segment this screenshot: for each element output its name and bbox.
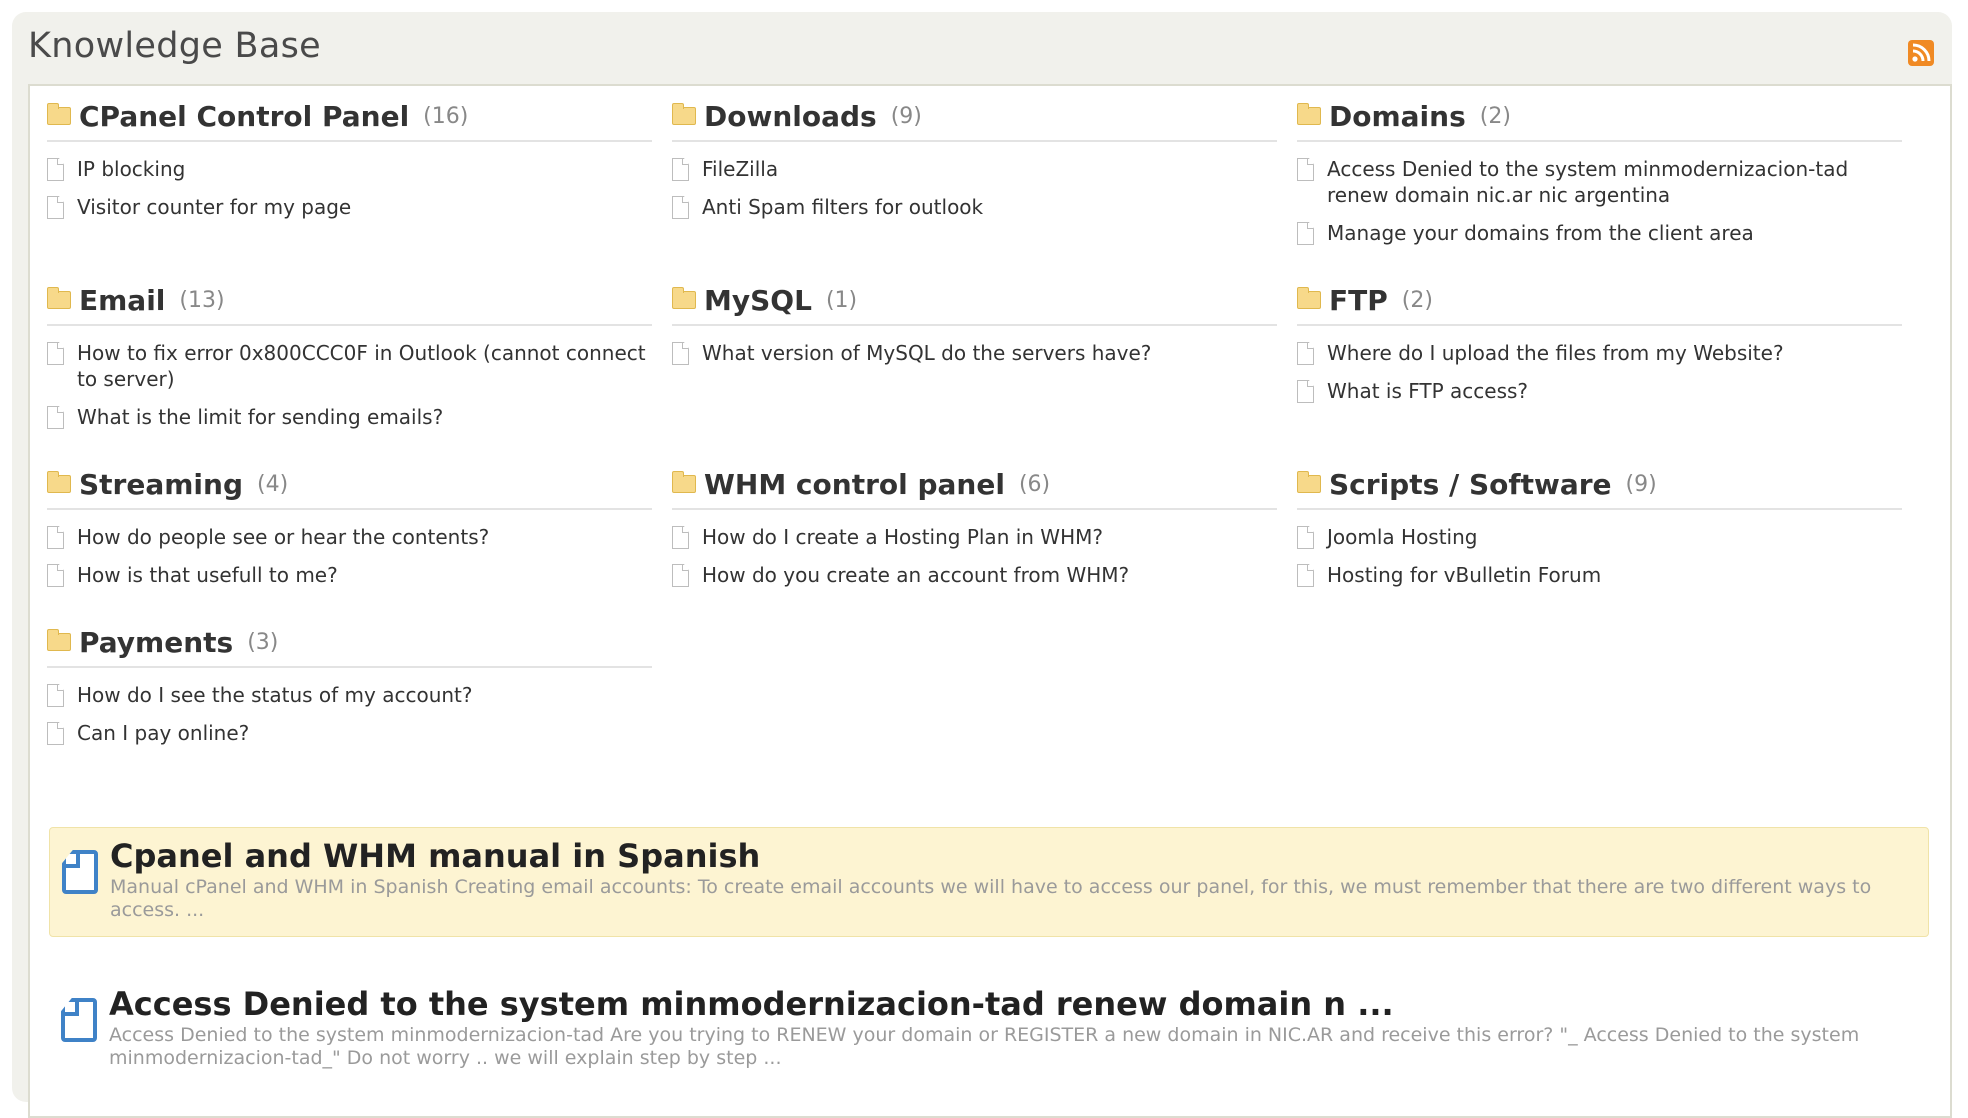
category-section bbox=[47, 280, 652, 442]
category-section bbox=[672, 280, 1277, 442]
article-link[interactable]: How do people see or hear the contents? bbox=[77, 525, 490, 549]
document-icon bbox=[47, 406, 64, 429]
category-section bbox=[1297, 280, 1902, 442]
category-link[interactable]: Domains bbox=[1329, 99, 1466, 133]
article-item[interactable] bbox=[47, 720, 652, 746]
category-link[interactable]: FTP bbox=[1329, 283, 1388, 317]
article-item[interactable] bbox=[1297, 220, 1902, 246]
document-icon bbox=[1297, 342, 1314, 365]
document-icon bbox=[47, 158, 64, 181]
category-count: (13) bbox=[179, 287, 225, 313]
article-item[interactable] bbox=[672, 156, 1277, 182]
category-count: (2) bbox=[1479, 103, 1511, 129]
document-icon bbox=[47, 564, 64, 587]
category-header bbox=[47, 464, 652, 510]
category-grid bbox=[47, 96, 1927, 780]
article-link[interactable]: How do I create a Hosting Plan in WHM? bbox=[702, 525, 1103, 549]
featured-article-snippet: Manual cPanel and WHM in Spanish Creating email accounts: To create email accounts we will have to access our panel, for this, we must remember that there are two different ways to access. ... bbox=[110, 876, 1872, 921]
category-count: (2) bbox=[1401, 287, 1433, 313]
folder-icon bbox=[1297, 475, 1321, 493]
document-icon bbox=[672, 158, 689, 181]
rss-icon[interactable] bbox=[1908, 40, 1934, 66]
category-link[interactable]: Email bbox=[79, 283, 166, 317]
knowledge-base-content bbox=[28, 84, 1952, 1118]
category-header bbox=[47, 622, 652, 668]
article-link[interactable]: Manage your domains from the client area bbox=[1327, 221, 1754, 245]
folder-icon bbox=[47, 291, 71, 309]
article-link[interactable]: Visitor counter for my page bbox=[77, 195, 352, 219]
article-item[interactable] bbox=[672, 340, 1277, 366]
folder-icon bbox=[47, 475, 71, 493]
article-item[interactable] bbox=[672, 194, 1277, 220]
article-link[interactable]: Where do I upload the files from my Website? bbox=[1327, 341, 1784, 365]
article-link[interactable]: What is FTP access? bbox=[1327, 379, 1529, 403]
folder-icon bbox=[672, 107, 696, 125]
category-count: (3) bbox=[247, 629, 279, 655]
category-section bbox=[47, 464, 652, 600]
category-count: (16) bbox=[423, 103, 469, 129]
folder-icon bbox=[672, 475, 696, 493]
category-link[interactable]: Streaming bbox=[79, 467, 243, 501]
category-count: (9) bbox=[1625, 471, 1657, 497]
article-item[interactable] bbox=[1297, 378, 1902, 404]
category-section bbox=[1297, 96, 1902, 258]
category-section bbox=[1297, 464, 1902, 600]
article-item[interactable] bbox=[47, 156, 652, 182]
article-item[interactable] bbox=[47, 194, 652, 220]
category-header bbox=[672, 280, 1277, 326]
folder-icon bbox=[672, 291, 696, 309]
category-section bbox=[672, 464, 1277, 600]
category-section bbox=[47, 96, 652, 258]
article-link[interactable]: How to fix error 0x800CCC0F in Outlook (cannot connect to server) bbox=[77, 341, 646, 391]
featured-article-snippet: Access Denied to the system minmodernizacion-tad Are you trying to RENEW your domain or REGISTER a new domain in NIC.AR and receive this error? "_ Access Denied to the system minmodernizacion-tad_" Do not worry .. we will explain step by step ... bbox=[109, 1024, 1860, 1069]
document-icon bbox=[1297, 380, 1314, 403]
document-icon bbox=[1297, 564, 1314, 587]
document-icon bbox=[672, 526, 689, 549]
category-link[interactable]: WHM control panel bbox=[704, 467, 1005, 501]
category-header bbox=[47, 96, 652, 142]
article-item[interactable] bbox=[47, 562, 652, 588]
folder-icon bbox=[47, 633, 71, 651]
category-header bbox=[1297, 464, 1902, 510]
document-icon bbox=[1297, 158, 1314, 181]
article-link[interactable]: What is the limit for sending emails? bbox=[77, 405, 444, 429]
folder-icon bbox=[1297, 291, 1321, 309]
document-icon bbox=[1297, 222, 1314, 245]
article-link[interactable]: Anti Spam filters for outlook bbox=[702, 195, 984, 219]
document-icon bbox=[47, 684, 64, 707]
featured-article-title[interactable]: Cpanel and WHM manual in Spanish bbox=[110, 837, 761, 875]
article-link[interactable]: Hosting for vBulletin Forum bbox=[1327, 563, 1602, 587]
category-section bbox=[672, 96, 1277, 258]
featured-article-title[interactable]: Access Denied to the system minmodernizacion-tad renew domain n ... bbox=[109, 985, 1394, 1023]
article-link[interactable]: What version of MySQL do the servers have? bbox=[702, 341, 1152, 365]
document-icon bbox=[61, 998, 97, 1042]
document-icon bbox=[672, 564, 689, 587]
article-item[interactable] bbox=[672, 562, 1277, 588]
folder-icon bbox=[1297, 107, 1321, 125]
featured-article-1[interactable] bbox=[49, 827, 1929, 937]
document-icon bbox=[47, 342, 64, 365]
featured-article-2[interactable] bbox=[49, 984, 1929, 1070]
document-icon bbox=[47, 526, 64, 549]
article-link[interactable]: Can I pay online? bbox=[77, 721, 250, 745]
category-header bbox=[672, 464, 1277, 510]
page-title: Knowledge Base bbox=[28, 26, 321, 66]
category-count: (6) bbox=[1018, 471, 1051, 497]
category-link[interactable]: Downloads bbox=[704, 99, 877, 133]
document-icon bbox=[47, 722, 64, 745]
article-link[interactable]: Access Denied to the system minmodernizacion-tad renew domain nic.ar nic argentina bbox=[1327, 157, 1849, 207]
article-link[interactable]: How do I see the status of my account? bbox=[77, 683, 473, 707]
category-section bbox=[47, 622, 652, 758]
article-link[interactable]: FileZilla bbox=[702, 157, 779, 181]
article-item[interactable] bbox=[47, 404, 652, 430]
article-link[interactable]: How is that usefull to me? bbox=[77, 563, 338, 587]
folder-icon bbox=[47, 107, 71, 125]
document-icon bbox=[62, 850, 98, 894]
article-item[interactable] bbox=[47, 682, 652, 708]
article-item[interactable] bbox=[672, 524, 1277, 550]
category-header bbox=[47, 280, 652, 326]
article-link[interactable]: IP blocking bbox=[77, 157, 186, 181]
article-link[interactable]: How do you create an account from WHM? bbox=[702, 563, 1130, 587]
category-link[interactable]: Payments bbox=[79, 625, 234, 659]
article-item[interactable] bbox=[1297, 156, 1902, 208]
category-link[interactable]: MySQL bbox=[704, 283, 812, 317]
category-link[interactable]: Scripts / Software bbox=[1329, 467, 1612, 501]
category-count: (9) bbox=[890, 103, 922, 129]
article-item[interactable] bbox=[1297, 524, 1902, 550]
document-icon bbox=[672, 342, 689, 365]
category-count: (1) bbox=[825, 287, 858, 313]
article-item[interactable] bbox=[1297, 562, 1902, 588]
document-icon bbox=[672, 196, 689, 219]
category-header bbox=[672, 96, 1277, 142]
category-header bbox=[1297, 96, 1902, 142]
article-item[interactable] bbox=[47, 524, 652, 550]
knowledge-base-panel bbox=[12, 12, 1952, 1102]
category-count: (4) bbox=[257, 471, 289, 497]
document-icon bbox=[1297, 526, 1314, 549]
article-item[interactable] bbox=[1297, 340, 1902, 366]
article-item[interactable] bbox=[47, 340, 652, 392]
article-link[interactable]: Joomla Hosting bbox=[1327, 525, 1478, 549]
category-link[interactable]: CPanel Control Panel bbox=[79, 99, 410, 133]
category-header bbox=[1297, 280, 1902, 326]
document-icon bbox=[47, 196, 64, 219]
